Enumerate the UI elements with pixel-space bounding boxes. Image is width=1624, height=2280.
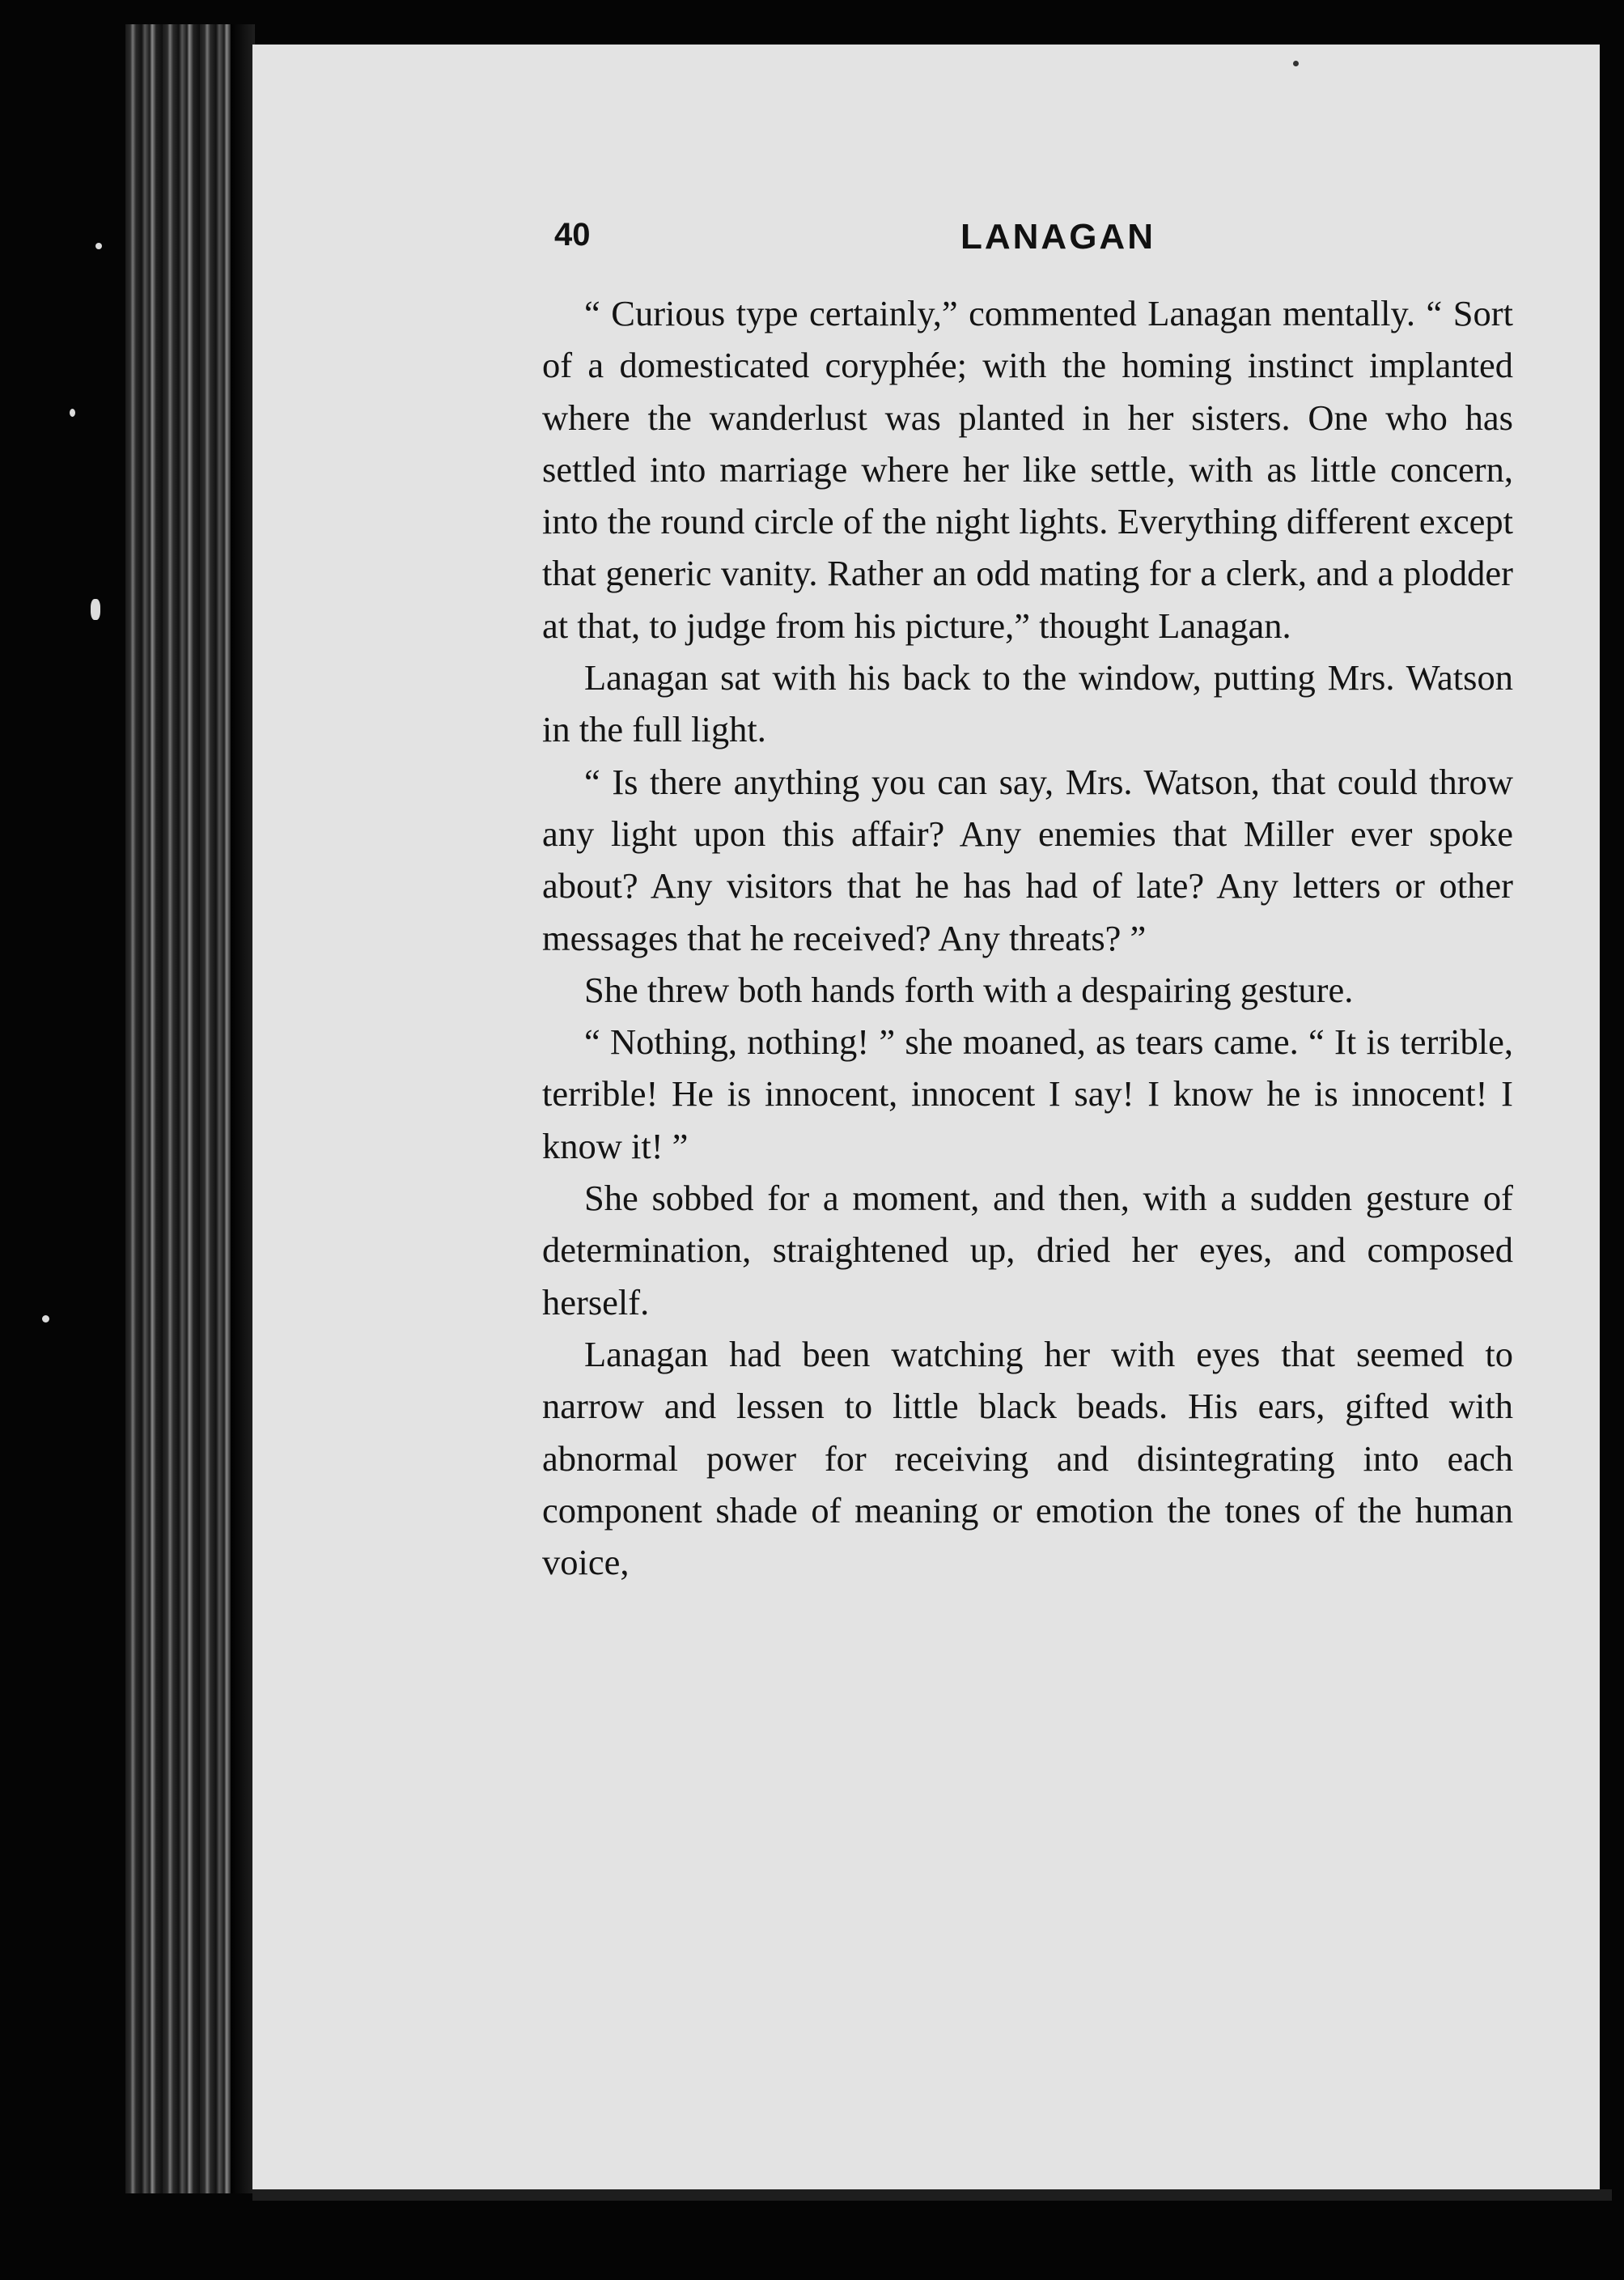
scan-speck bbox=[42, 1315, 49, 1323]
running-head: LANAGAN bbox=[960, 217, 1155, 257]
scan-speck bbox=[70, 409, 75, 417]
paragraph: Lanagan had been watching her with eyes that seemed to narrow and lessen to little black beads. His ears, gifted with abnormal power for receiving and disintegrating into each component shade of meaning or emotion the tones of the human voice, bbox=[542, 1333, 1513, 1583]
paragraph: “ Nothing, nothing! ” she moaned, as tears came. “ It is terrible, terrible! He is innocent, innocent I say! I know he is innocent! I know it! ” bbox=[542, 1021, 1513, 1166]
scan-speck bbox=[91, 599, 100, 620]
page-number: 40 bbox=[554, 217, 591, 253]
paragraph: She threw both hands forth with a despairing gesture. bbox=[584, 969, 1354, 1010]
page-bottom-edge bbox=[252, 2189, 1612, 2201]
paragraph: Lanagan sat with his back to the window, putting Mrs. Watson in the full light. bbox=[542, 657, 1513, 750]
paragraph: “ Curious type certainly,” commented Lanagan mentally. “ Sort of a domesticated coryphée; with the homing instinct implanted where the wanderlust was planted in her sisters. One who has settled into marriage where her like settle, with as little concern, into the round circle of the night lights. Everything different except that generic vanity. Rather an odd mating for a clerk, and a plodder at that, to judge from his picture,” thought Lanagan. bbox=[542, 293, 1513, 646]
scan-speck bbox=[1293, 61, 1299, 66]
spine-shadow bbox=[231, 24, 255, 2193]
scan-speck bbox=[95, 243, 102, 249]
paragraph: She sobbed for a moment, and then, with a sudden gesture of determination, straightened up, dried her eyes, and composed herself. bbox=[542, 1178, 1513, 1323]
paragraph: “ Is there anything you can say, Mrs. Watson, that could throw any light upon this affair? Any enemies that Miller ever spoke about? Any visitors that he has had of late? Any letters or other messages that he received? Any threats? ” bbox=[542, 761, 1513, 958]
page-header bbox=[554, 217, 1562, 265]
page-body bbox=[542, 287, 1513, 1588]
